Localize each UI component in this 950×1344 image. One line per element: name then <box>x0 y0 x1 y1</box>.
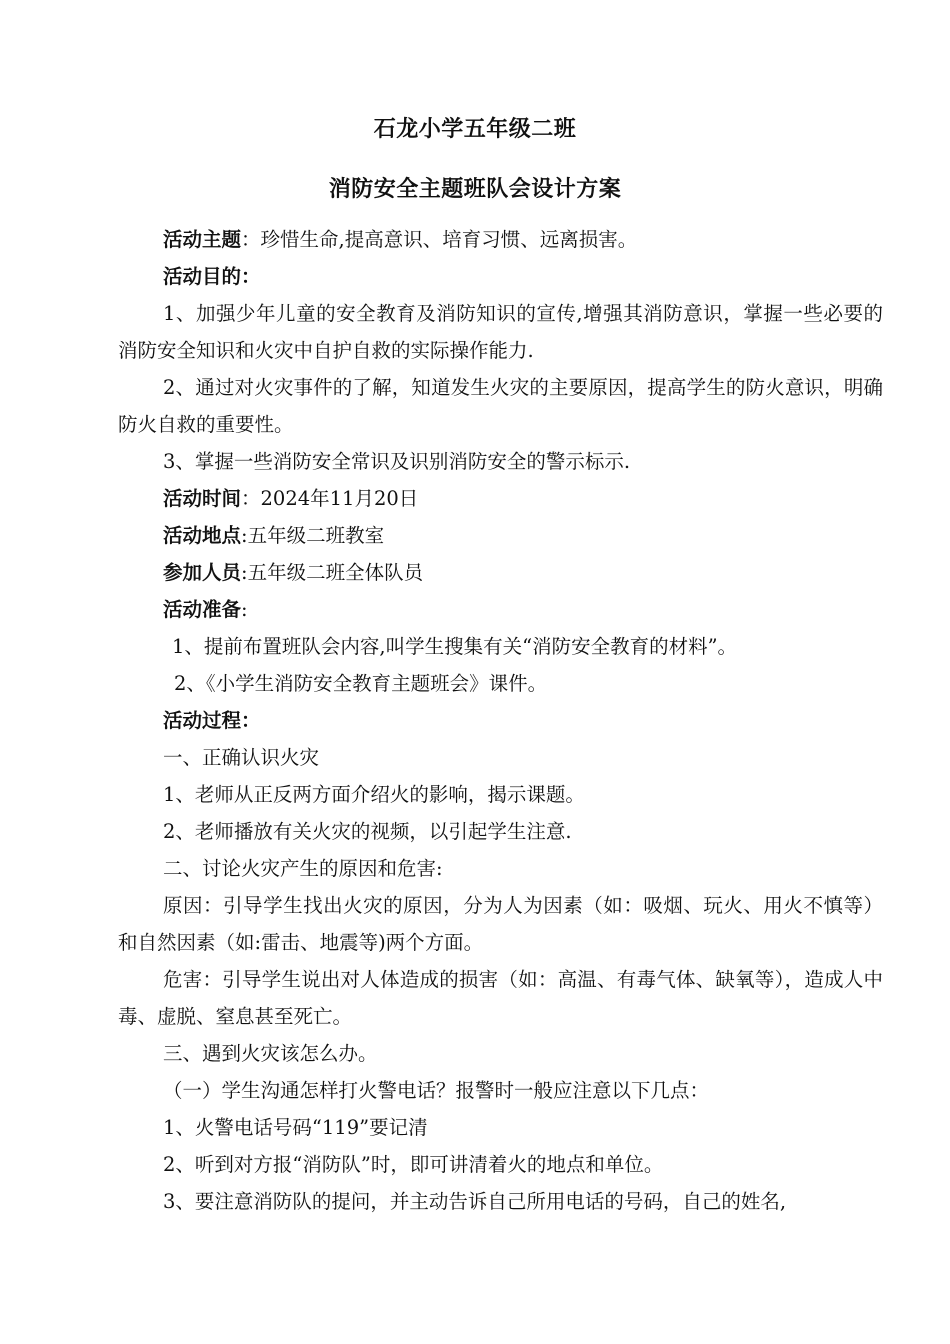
prep-item-2: 2、《小学生消防安全教育主题班会》课件。 <box>174 672 548 695</box>
purpose-item-3: 3、掌握一些消防安全常识及识别消防安全的警示标示. <box>163 450 631 473</box>
time-label: 活动时间 <box>163 487 242 510</box>
prep-paragraph <box>118 591 883 628</box>
theme-text: ：珍惜生命,提高意识、培育习惯、远离损害。 <box>241 228 638 251</box>
process-heading <box>118 702 883 739</box>
place-label: 活动地点 <box>163 524 242 547</box>
theme-label: 活动主题 <box>163 228 242 251</box>
prep-item-1: 1、提前布置班队会内容,叫学生搜集有关“消防安全教育的材料”。 <box>172 635 738 658</box>
prep-label: 活动准备 <box>163 598 242 621</box>
section-3-item-1: 1、火警电话号码“119”要记清 <box>163 1116 428 1139</box>
purpose-item-2: 2、通过对火灾事件的了解，知道发生火灾的主要原因，提高学生的防火意识，明确防火自救的重要性。 <box>118 376 883 436</box>
purpose-label: 活动目的： <box>163 265 261 288</box>
document-body <box>118 221 883 1220</box>
people-label: 参加人员 <box>163 561 242 584</box>
purpose-item-1: 1、加强少年儿童的安全教育及消防知识的宣传,增强其消防意识，掌握一些必要的消防安全知识和火灾中自护自救的实际操作能力. <box>118 302 883 362</box>
section-3-heading: 三、遇到火灾该怎么办。 <box>163 1042 378 1065</box>
school-class-title: 石龙小学五年级二班 <box>373 116 577 142</box>
purpose-heading <box>118 258 883 295</box>
place-text: :五年级二班教室 <box>241 524 385 547</box>
plan-title: 消防安全主题班队会设计方案 <box>328 176 622 202</box>
time-paragraph <box>118 480 883 517</box>
people-text: :五年级二班全体队员 <box>241 561 424 584</box>
theme-paragraph <box>118 221 883 258</box>
section-2-heading: 二、讨论火灾产生的原因和危害: <box>163 857 443 880</box>
section-2-harm: 危害：引导学生说出对人体造成的损害（如：高温、有毒气体、缺氧等），造成人中毒、虚脱、窒息甚至死亡。 <box>118 968 883 1028</box>
section-3-item-3: 3、要注意消防队的提问，并主动告诉自己所用电话的号码，自己的姓名, <box>163 1190 787 1213</box>
time-text: ：2024年11月20日 <box>241 487 419 510</box>
section-1-item-2: 2、老师播放有关火灾的视频，以引起学生注意. <box>163 820 572 843</box>
people-paragraph <box>118 554 883 591</box>
section-1-heading: 一、正确认识火灾 <box>163 746 320 769</box>
section-3-item-2: 2、听到对方报“消防队”时，即可讲清着火的地点和单位。 <box>163 1153 664 1176</box>
section-2-cause: 原因：引导学生找出火灾的原因，分为人为因素（如：吸烟、玩火、用火不慎等）和自然因素（如:雷击、地震等)两个方面。 <box>118 894 883 954</box>
process-label: 活动过程： <box>163 709 261 732</box>
section-1-item-1: 1、老师从正反两方面介绍火的影响，揭示课题。 <box>163 783 585 806</box>
place-paragraph <box>118 517 883 554</box>
section-3-question: （一）学生沟通怎样打火警电话？报警时一般应注意以下几点： <box>163 1079 710 1102</box>
prep-colon: : <box>241 598 248 621</box>
